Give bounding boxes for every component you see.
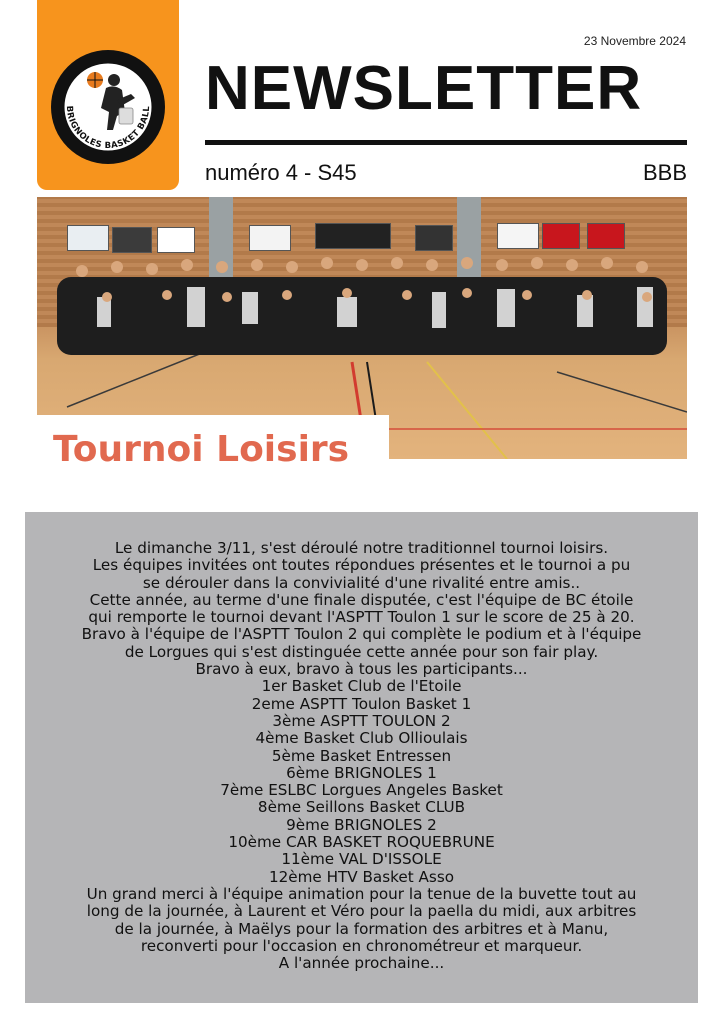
- article-line: long de la journée, à Laurent et Véro pour la paella du midi, aux arbitres: [86, 902, 637, 921]
- article-line: se dérouler dans la convivialité d'une rivalité entre amis..: [142, 573, 581, 592]
- article-line: 12ème HTV Basket Asso: [268, 867, 455, 886]
- article-text: [25, 540, 698, 972]
- article-box: [25, 512, 698, 1003]
- issue-number: numéro 4 - S45: [205, 160, 357, 185]
- article-line: 2eme ASPTT Toulon Basket 1: [251, 694, 472, 713]
- article-line: 3ème ASPTT TOULON 2: [272, 711, 451, 730]
- title-divider: [205, 140, 687, 145]
- article-line: Les équipes invitées ont toutes répondues présentes et le tournoi a pu: [92, 556, 631, 575]
- newsletter-date: 23 Novembre 2024: [583, 34, 686, 48]
- article-line: Bravo à l'équipe de l'ASPTT Toulon 2 qui complète le podium et à l'équipe: [81, 625, 642, 644]
- article-line: 6ème BRIGNOLES 1: [286, 763, 437, 782]
- article-line: 10ème CAR BASKET ROQUEBRUNE: [228, 833, 495, 852]
- article-line: reconverti pour l'occasion en chronométreur et marqueur.: [140, 936, 583, 955]
- article-line: qui remporte le tournoi devant l'ASPTT Toulon 1 sur le score de 25 à 20.: [88, 608, 635, 627]
- article-line: de la journée, à Maëlys pour la formation des arbitres et à Manu,: [114, 919, 609, 938]
- article-line: 1er Basket Club de l'Etoile: [261, 677, 462, 696]
- article-line: Bravo à eux, bravo à tous les participants...: [195, 660, 528, 679]
- club-logo: [51, 50, 165, 164]
- logo-text: BRIGNOLES BASKET BALL: [63, 105, 153, 151]
- club-acronym: BBB: [642, 160, 687, 185]
- article-line: 5ème Basket Entressen: [271, 746, 452, 765]
- article-line: A l'année prochaine...: [278, 954, 445, 973]
- section-title: Tournoi Loisirs: [53, 429, 350, 470]
- article-line: 9ème BRIGNOLES 2: [286, 815, 437, 834]
- newsletter-title: NEWSLETTER: [205, 54, 643, 123]
- article-line: 4ème Basket Club Ollioulais: [255, 729, 468, 748]
- article-line: Le dimanche 3/11, s'est déroulé notre traditionnel tournoi loisirs.: [114, 539, 609, 557]
- article-line: de Lorgues qui s'est distinguée cette année pour son fair play.: [124, 642, 599, 661]
- article-line: Cette année, au terme d'une finale disputée, c'est l'équipe de BC étoile: [89, 590, 634, 609]
- article-line: 11ème VAL D'ISSOLE: [281, 850, 442, 869]
- article-line: Un grand merci à l'équipe animation pour la tenue de la buvette tout au: [86, 884, 637, 903]
- logo-ring: [51, 50, 165, 164]
- section-title-box: [37, 415, 389, 475]
- article-line: 8ème Seillons Basket CLUB: [257, 798, 466, 817]
- article-line: 7ème ESLBC Lorgues Angeles Basket: [220, 781, 503, 800]
